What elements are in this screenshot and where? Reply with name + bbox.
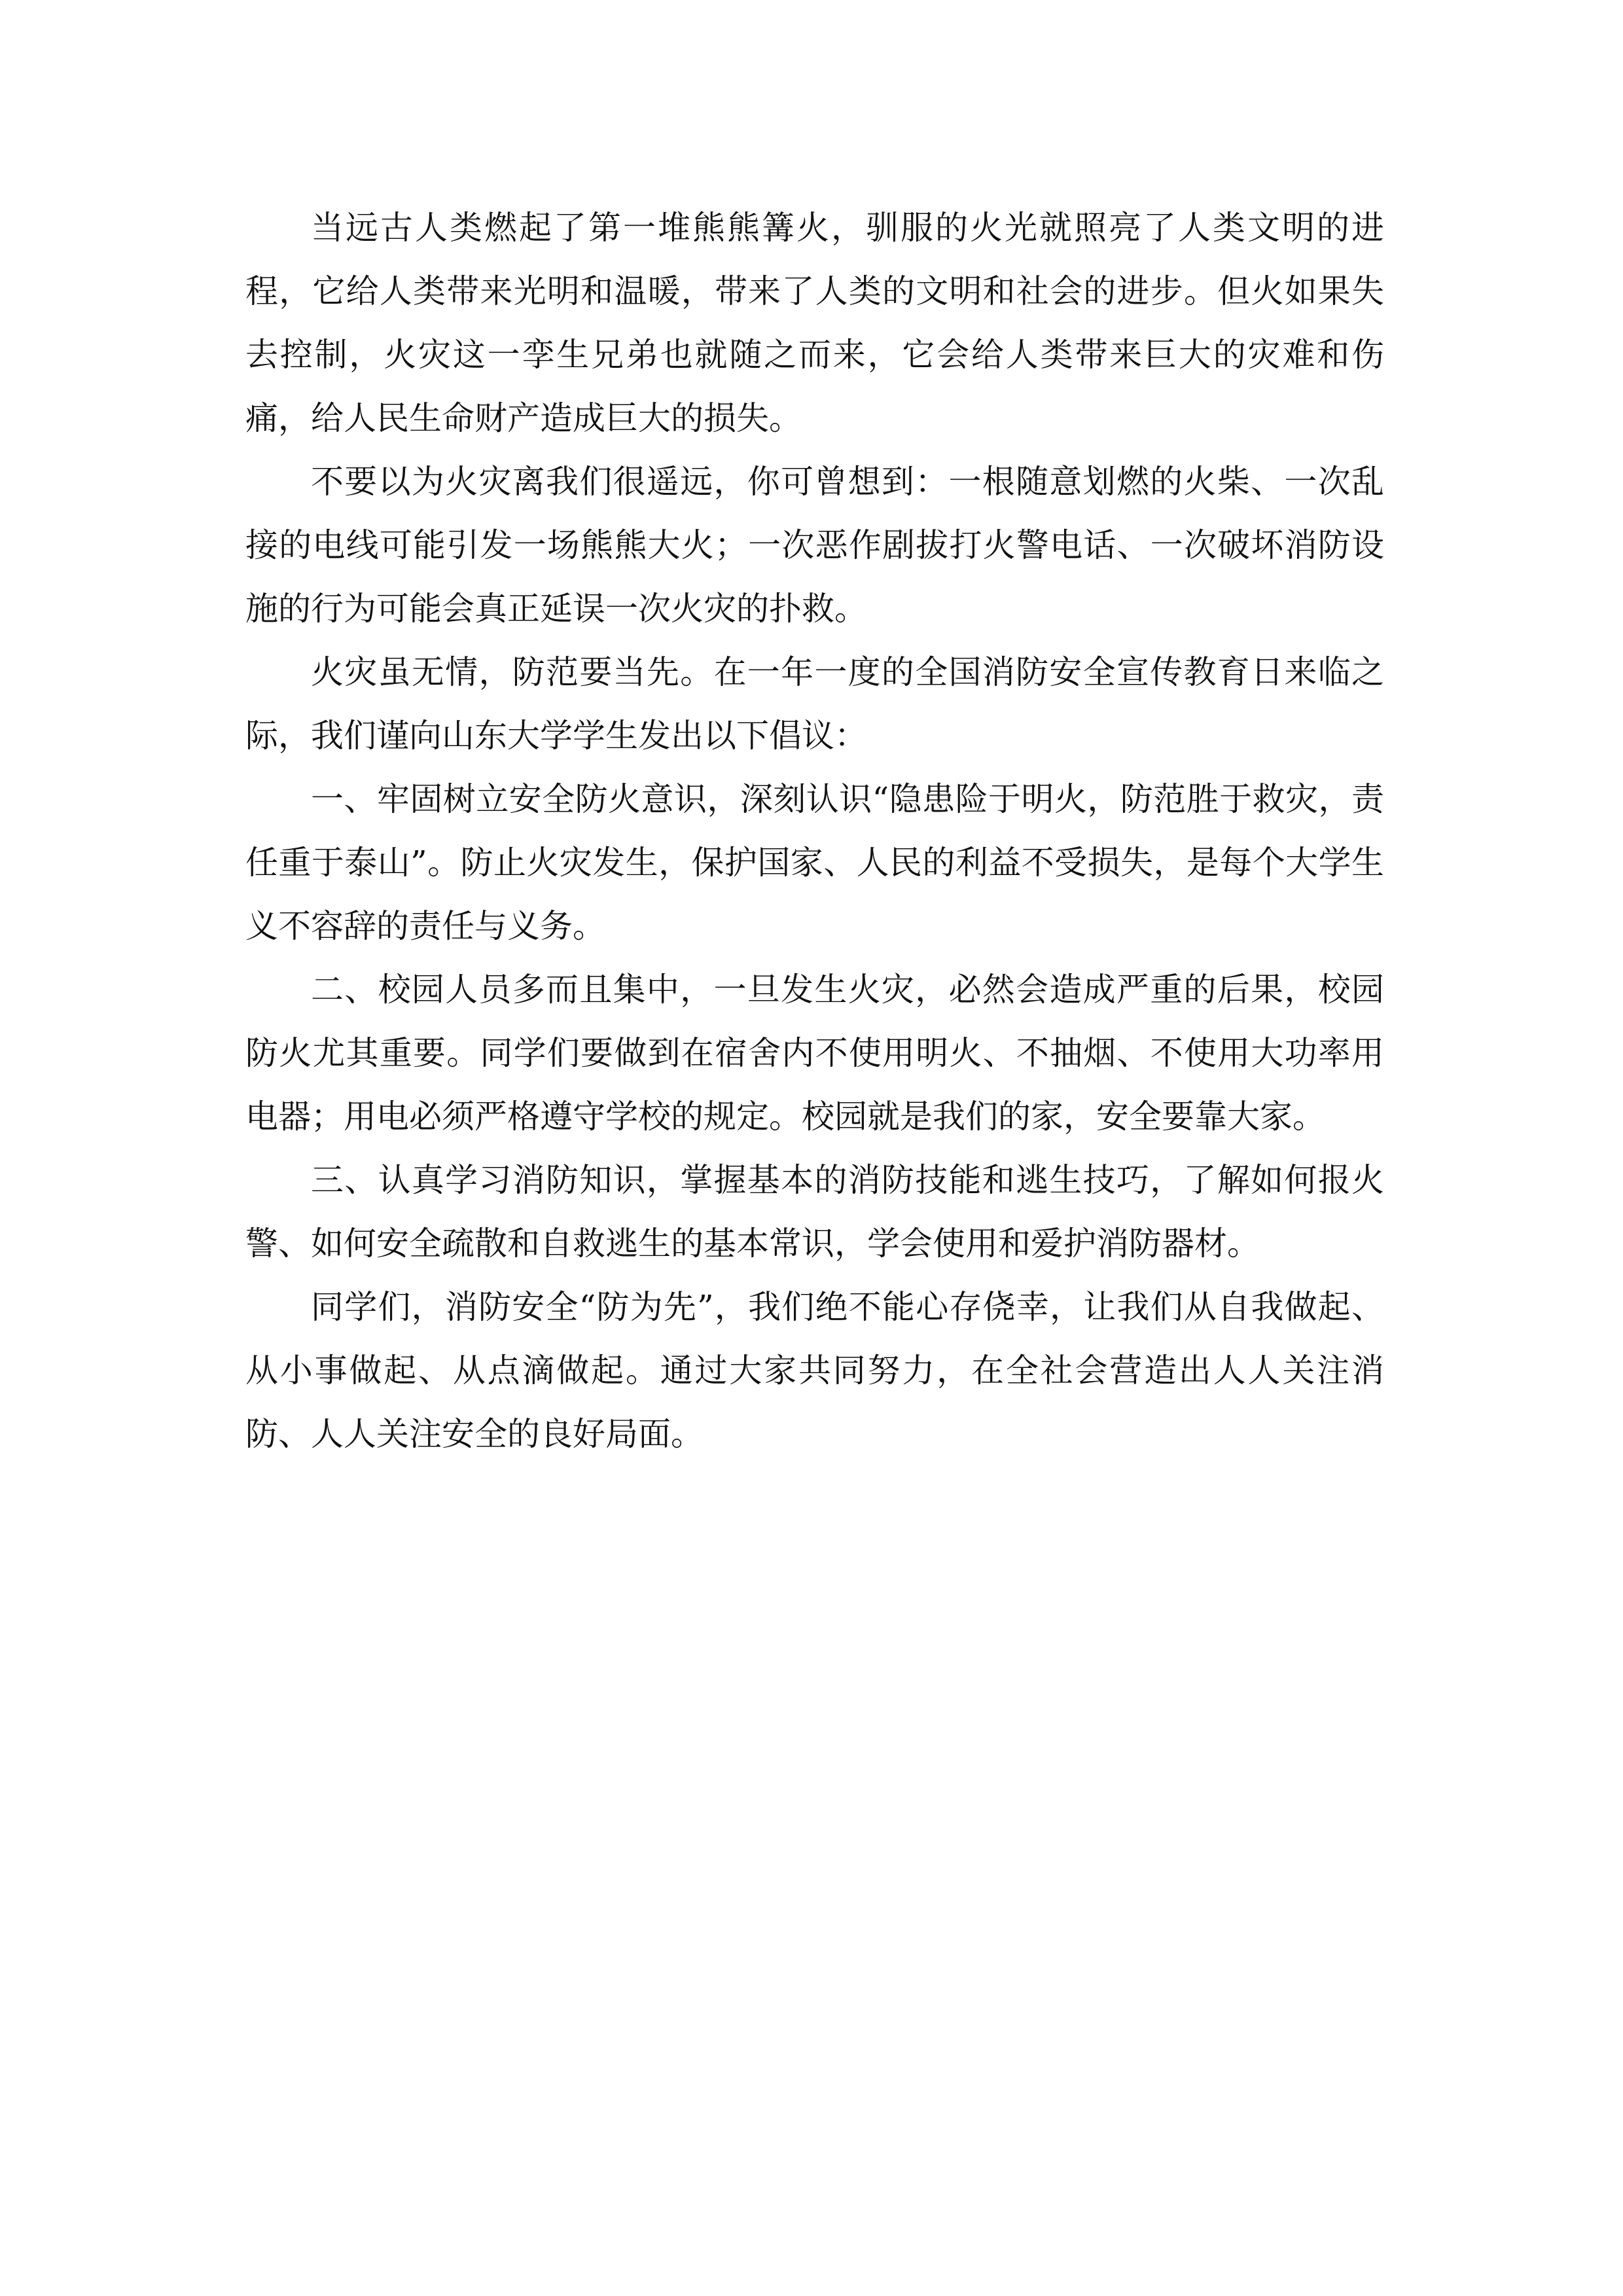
paragraph-call: 火灾虽无情，防范要当先。在一年一度的全国消防安全宣传教育日来临之际，我们谨向山东大学学生发出以下倡议： <box>245 653 1384 755</box>
paragraph-intro: 当远古人类燃起了第一堆熊熊篝火，驯服的火光就照亮了人类文明的进程，它给人类带来光明和温暖，带来了人类的文明和社会的进步。但火如果失去控制，火灾这一孪生兄弟也就随之而来，它会给人类带来巨大的灾难和伤痛，给人民生命财产造成巨大的损失。 <box>245 209 1384 437</box>
paragraph-proposal-3: 三、认真学习消防知识，掌握基本的消防技能和逃生技巧，了解如何报火警、如何安全疏散和自救逃生的基本常识，学会使用和爱护消防器材。 <box>245 1161 1384 1263</box>
paragraph-proposal-2: 二、校园人员多而且集中，一旦发生火灾，必然会造成严重的后果，校园防火尤其重要。同学们要做到在宿舍内不使用明火、不抽烟、不使用大功率用电器；用电必须严格遵守学校的规定。校园就是我们的家，安全要靠大家。 <box>245 971 1384 1136</box>
paragraph-closing: 同学们，消防安全“防为先”，我们绝不能心存侥幸，让我们从自我做起、从小事做起、从点滴做起。通过大家共同努力，在全社会营造出人人关注消防、人人关注安全的良好局面。 <box>245 1288 1384 1453</box>
document-body <box>245 196 1384 1466</box>
paragraph-warning: 不要以为火灾离我们很遥远，你可曾想到：一根随意划燃的火柴、一次乱接的电线可能引发一场熊熊大火；一次恶作剧拔打火警电话、一次破坏消防设施的行为可能会真正延误一次火灾的扑救。 <box>245 463 1384 628</box>
paragraph-proposal-1: 一、牢固树立安全防火意识，深刻认识“隐患险于明火，防范胜于救灾，责任重于泰山”。防止火灾发生，保护国家、人民的利益不受损失，是每个大学生义不容辞的责任与义务。 <box>245 780 1384 945</box>
